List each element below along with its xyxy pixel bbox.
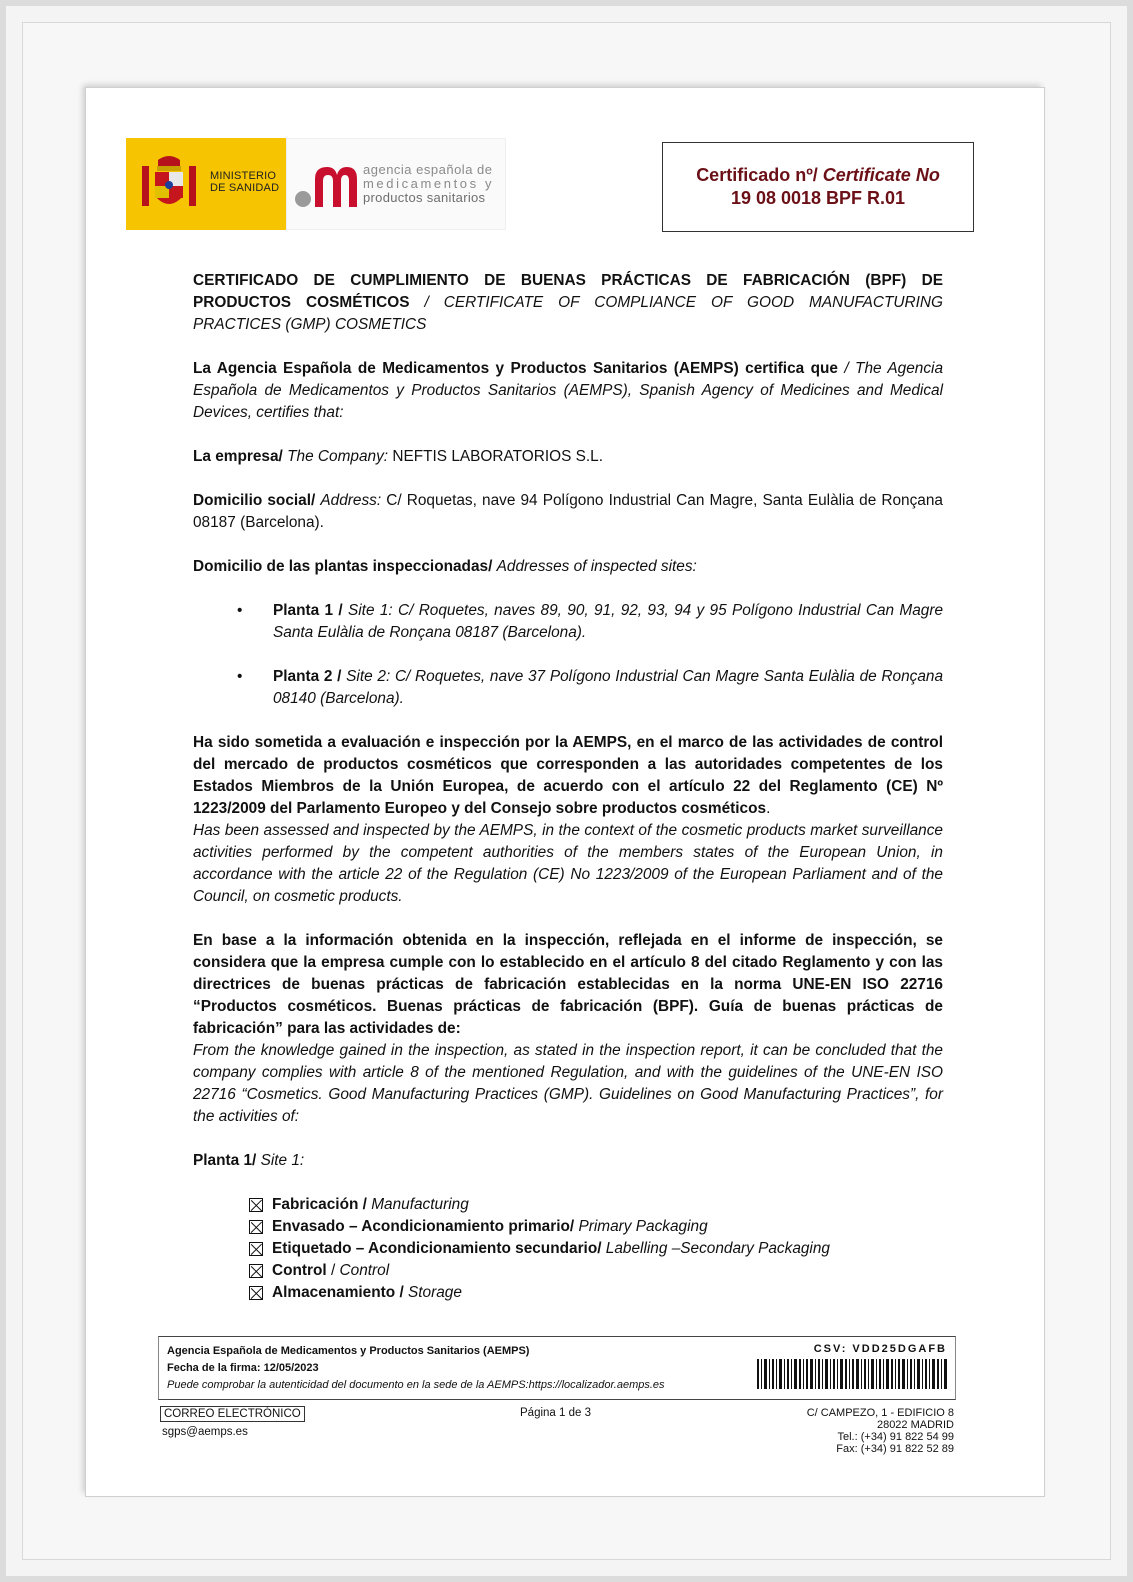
list-item: Envasado – Acondicionamiento primario/ Primary Packaging <box>249 1216 943 1238</box>
certificate-page <box>86 88 1044 1496</box>
header-logos <box>126 138 506 230</box>
certificate-label-en: Certificate No <box>822 165 940 185</box>
list-item: Etiquetado – Acondicionamiento secundario/ Labelling –Secondary Packaging <box>249 1238 943 1260</box>
certificate-number-box <box>662 142 974 232</box>
barcode-icon <box>757 1359 947 1389</box>
signature-footer <box>158 1336 956 1400</box>
ministry-logo <box>126 138 286 230</box>
email-label: CORREO ELECTRÓNICO <box>160 1406 305 1422</box>
csv-code: CSV: VDD25DGAFB <box>813 1343 947 1355</box>
agency-address: C/ CAMPEZO, 1 - EDIFICIO 8 28022 MADRID Tel.: (+34) 91 822 54 99 Fax: (+34) 91 822 52 89 <box>806 1407 954 1455</box>
ministry-name: MINISTERIO DE SANIDAD <box>210 170 280 194</box>
site1-activities-title: Planta 1/ Site 1: <box>193 1152 305 1169</box>
sites-header: Domicilio de las plantas inspeccionadas/ Addresses of inspected sites: <box>193 558 697 575</box>
assessed-paragraph-en: Has been assessed and inspected by the AEMPS, in the context of the cosmetic products market surveillance activities performed by the competent authorities of the members states of the European Union, in accordance with the article 22 of the Regulation (CE) No 1223/2009 of the European Parliament and of the Council, on cosmetic products. <box>193 822 943 905</box>
conclusion-paragraph-en: From the knowledge gained in the inspection, as stated in the inspection report, it can be concluded that the company complies with article 8 of the mentioned Regulation, and with the guidelines of the UNE-EN ISO 22716 “Cosmetics. Good Manufacturing Practices (GMP). Guidelines on Good Manufacturing Practices”, for the activities of: <box>193 1042 943 1125</box>
email-address[interactable]: sgps@aemps.es <box>162 1426 248 1438</box>
signature-date: Fecha de la firma: 12/05/2023 <box>167 1362 319 1374</box>
intro-paragraph: La Agencia Española de Medicamentos y Productos Sanitarios (AEMPS) certifica que / The Agencia Española de Medicamentos y Productos Sanitarios (AEMPS), Spanish Agency of Medicines and Medical Devices, certifies that: <box>193 360 944 421</box>
list-item: Fabricación / Manufacturing <box>249 1194 943 1216</box>
aemps-am-mark-icon <box>293 163 359 209</box>
signature-info <box>167 1343 665 1394</box>
checked-box-icon <box>249 1286 263 1300</box>
certificate-number: 19 08 0018 BPF R.01 <box>730 188 906 208</box>
checked-box-icon <box>249 1198 263 1212</box>
checked-box-icon <box>249 1242 263 1256</box>
coat-of-arms-icon <box>140 152 198 216</box>
aemps-name: agencia española de medicamentos y productos sanitarios <box>363 162 495 205</box>
inspected-sites-list <box>193 600 943 710</box>
list-item: Control / Control <box>249 1260 943 1282</box>
list-item: • Planta 2 / Site 2: C/ Roquetes, nave 37 Polígono Industrial Can Magre Santa Eulàlia de Ronçana 08140 (Barcelona). <box>193 666 943 710</box>
certificate-title: CERTIFICADO DE CUMPLIMIENTO DE BUENAS PRÁCTICAS DE FABRICACIÓN (BPF) DE PRODUCTOS COSMÉTICOS / CERTIFICATE OF COMPLIANCE OF GOOD MANUFACTURING PRACTICES (GMP) COSMETICS <box>193 272 943 333</box>
list-item: • Planta 1 / Site 1: C/ Roquetes, naves 89, 90, 91, 92, 93, 94 y 95 Polígono Industrial Can Magre Santa Eulàlia de Ronçana 08187 (Barcelona). <box>193 600 943 644</box>
conclusion-paragraph-es: En base a la información obtenida en la inspección, reflejada en el informe de inspección, se considera que la empresa cumple con lo establecido en el artículo 8 del citado Reglamento y con las directrices de buenas prácticas de fabricación establecidas en la norma UNE-EN ISO 22716 “Productos cosméticos. Buenas prácticas de fabricación (BPF). Guía de buenas prácticas de fabricación” para las actividades de: <box>193 932 943 1037</box>
csv-block <box>752 1343 947 1392</box>
site1-activities-list <box>193 1194 943 1304</box>
page-number: Página 1 de 3 <box>520 1407 591 1419</box>
footer-agency: Agencia Española de Medicamentos y Productos Sanitarios (AEMPS) <box>167 1345 530 1357</box>
aemps-logo <box>286 138 506 230</box>
company-line: La empresa/ The Company: NEFTIS LABORATORIOS S.L. <box>193 448 604 465</box>
checked-box-icon <box>249 1220 263 1234</box>
list-item: Almacenamiento / Storage <box>249 1282 943 1304</box>
verification-note: Puede comprobar la autenticidad del documento en la sede de la AEMPS:https://localizador.aemps.es <box>167 1379 665 1391</box>
certificate-label-es: Certificado nº/ <box>696 165 823 185</box>
assessed-paragraph-es: Ha sido sometida a evaluación e inspección por la AEMPS, en el marco de las actividades de control del mercado de productos cosméticos que corresponden a las autoridades competentes de los Estados Miembros de la Unión Europea, de acuerdo con el artículo 22 del Reglamento (CE) Nº 1223/2009 del Parlamento Europeo y del Consejo sobre productos cosméticos. <box>193 734 943 817</box>
certificate-body <box>193 270 943 1304</box>
address-line: Domicilio social/ Address: C/ Roquetas, nave 94 Polígono Industrial Can Magre, Santa Eulàlia de Ronçana 08187 (Barcelona). <box>193 492 943 531</box>
checked-box-icon <box>249 1264 263 1278</box>
